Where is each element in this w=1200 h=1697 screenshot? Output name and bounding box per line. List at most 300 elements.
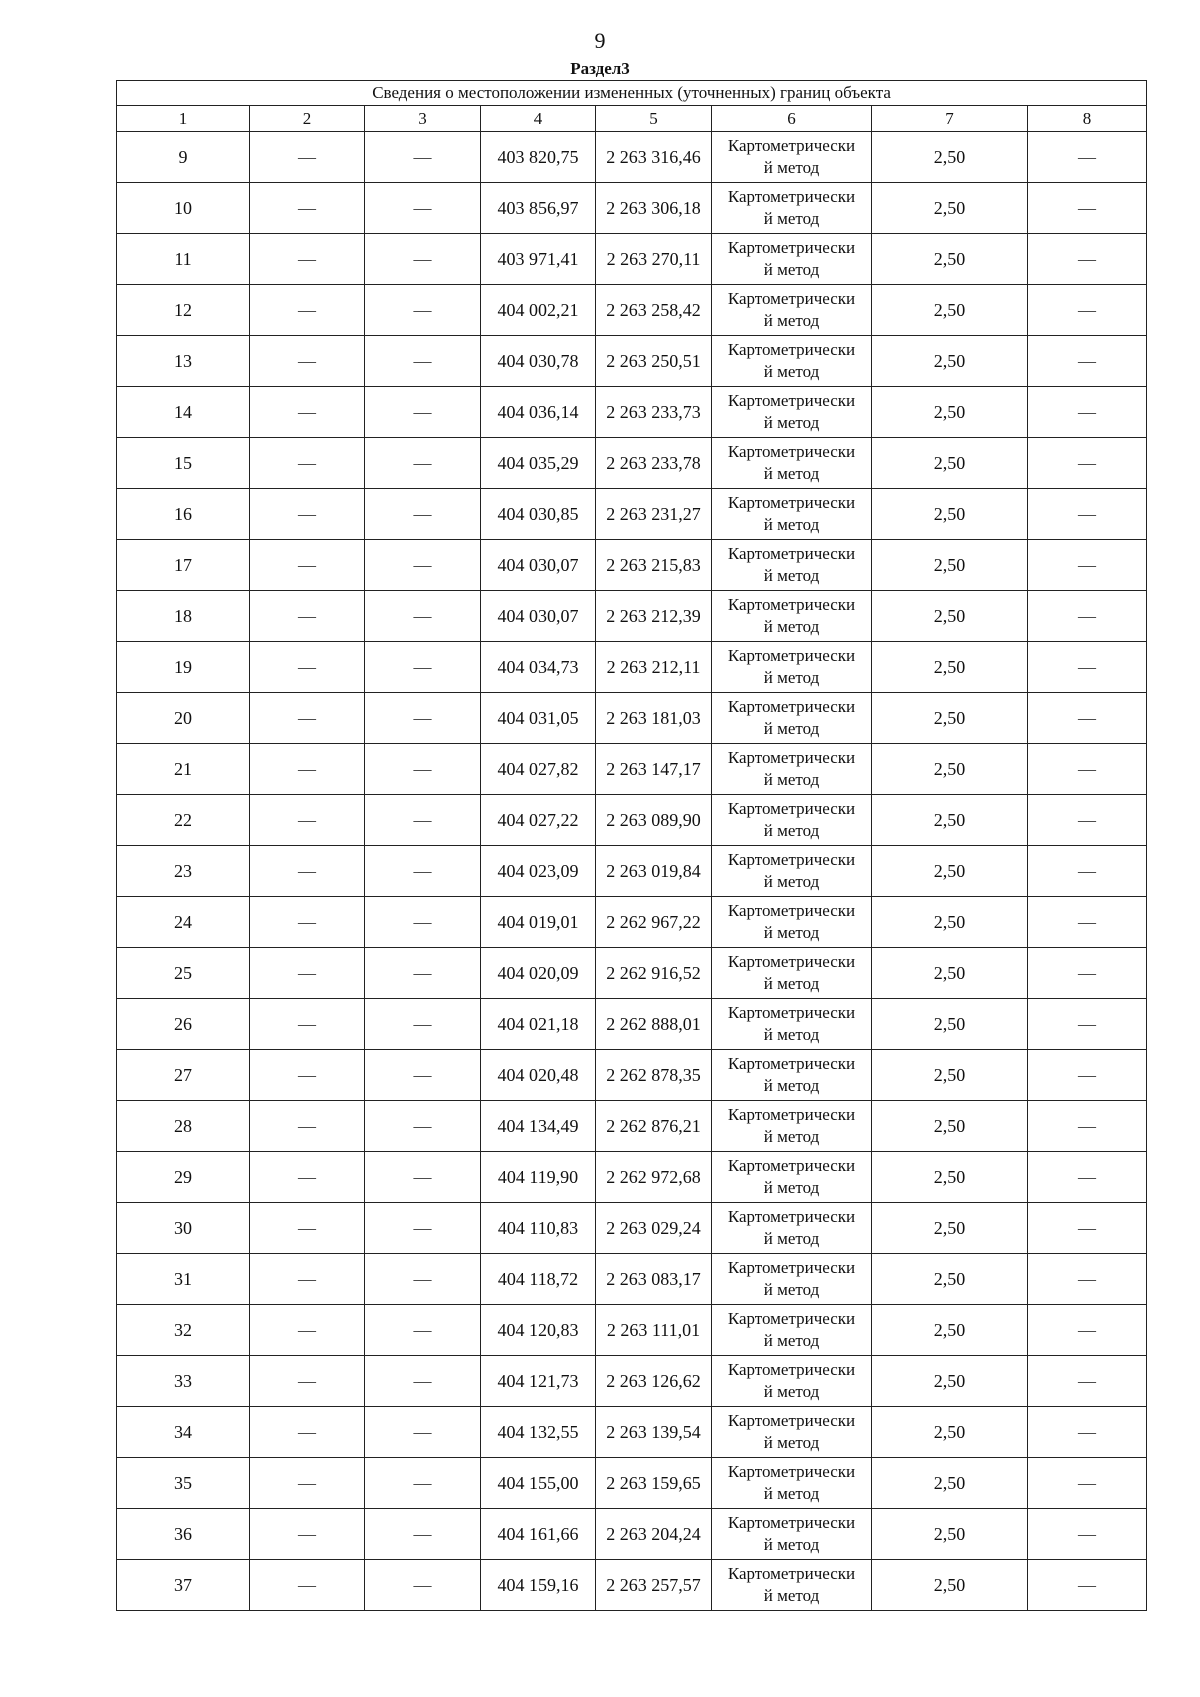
method-cell [712, 1305, 872, 1356]
empty-value-cell: — [1028, 642, 1147, 693]
empty-value-cell: — [1028, 540, 1147, 591]
x-coordinate-cell: 404 031,05 [481, 693, 596, 744]
empty-value-cell: — [365, 285, 481, 336]
method-cell [712, 642, 872, 693]
empty-value-cell: — [250, 846, 365, 897]
point-number-cell: 14 [117, 387, 250, 438]
empty-value-cell: — [250, 693, 365, 744]
table-row [117, 540, 1147, 591]
x-coordinate-cell: 404 030,85 [481, 489, 596, 540]
table-row [117, 948, 1147, 999]
method-line-1: Картометрически [727, 340, 856, 359]
method-cell [712, 1254, 872, 1305]
method-line-2: й метод [763, 1076, 820, 1095]
column-number: 3 [365, 106, 481, 132]
method-line-2: й метод [763, 566, 820, 585]
x-coordinate-cell: 403 971,41 [481, 234, 596, 285]
accuracy-cell: 2,50 [872, 1305, 1028, 1356]
method-line-2: й метод [763, 1331, 820, 1350]
y-coordinate-cell: 2 263 212,39 [596, 591, 712, 642]
method-cell [712, 693, 872, 744]
method-cell [712, 336, 872, 387]
accuracy-cell: 2,50 [872, 1356, 1028, 1407]
accuracy-cell: 2,50 [872, 1458, 1028, 1509]
method-line-1: Картометрически [727, 646, 856, 665]
accuracy-cell: 2,50 [872, 234, 1028, 285]
method-line-2: й метод [763, 1484, 820, 1503]
empty-value-cell: — [365, 1407, 481, 1458]
table-row [117, 1407, 1147, 1458]
empty-value-cell: — [250, 285, 365, 336]
empty-value-cell: — [250, 1407, 365, 1458]
point-number-cell: 19 [117, 642, 250, 693]
empty-value-cell: — [250, 1560, 365, 1611]
point-number-cell: 17 [117, 540, 250, 591]
x-coordinate-cell: 404 155,00 [481, 1458, 596, 1509]
table-row [117, 1152, 1147, 1203]
method-line-2: й метод [763, 872, 820, 891]
empty-value-cell: — [1028, 1101, 1147, 1152]
empty-value-cell: — [365, 744, 481, 795]
method-line-1: Картометрически [727, 493, 856, 512]
empty-value-cell: — [1028, 1203, 1147, 1254]
table-caption: Сведения о местоположении измененных (уточненных) границ объекта [117, 81, 1147, 106]
empty-value-cell: — [250, 183, 365, 234]
empty-value-cell: — [1028, 1509, 1147, 1560]
x-coordinate-cell: 404 034,73 [481, 642, 596, 693]
y-coordinate-cell: 2 263 270,11 [596, 234, 712, 285]
empty-value-cell: — [1028, 999, 1147, 1050]
method-line-1: Картометрически [727, 799, 856, 818]
table-row [117, 132, 1147, 183]
empty-value-cell: — [1028, 336, 1147, 387]
method-line-2: й метод [763, 260, 820, 279]
empty-value-cell: — [250, 1509, 365, 1560]
empty-value-cell: — [365, 897, 481, 948]
accuracy-cell: 2,50 [872, 387, 1028, 438]
method-line-2: й метод [763, 719, 820, 738]
y-coordinate-cell: 2 263 215,83 [596, 540, 712, 591]
accuracy-cell: 2,50 [872, 693, 1028, 744]
section-title: Раздел3 [570, 59, 630, 78]
empty-value-cell: — [250, 1101, 365, 1152]
table-row [117, 591, 1147, 642]
y-coordinate-cell: 2 263 204,24 [596, 1509, 712, 1560]
y-coordinate-cell: 2 263 233,78 [596, 438, 712, 489]
method-cell [712, 1509, 872, 1560]
column-number: 6 [712, 106, 872, 132]
empty-value-cell: — [365, 183, 481, 234]
page-number: 9 [594, 28, 606, 53]
accuracy-cell: 2,50 [872, 897, 1028, 948]
accuracy-cell: 2,50 [872, 1050, 1028, 1101]
empty-value-cell: — [1028, 234, 1147, 285]
y-coordinate-cell: 2 262 888,01 [596, 999, 712, 1050]
y-coordinate-cell: 2 263 089,90 [596, 795, 712, 846]
method-cell [712, 1407, 872, 1458]
y-coordinate-cell: 2 262 878,35 [596, 1050, 712, 1101]
table-row [117, 438, 1147, 489]
method-line-2: й метод [763, 413, 820, 432]
empty-value-cell: — [250, 336, 365, 387]
empty-value-cell: — [365, 1050, 481, 1101]
method-cell [712, 285, 872, 336]
accuracy-cell: 2,50 [872, 744, 1028, 795]
y-coordinate-cell: 2 263 029,24 [596, 1203, 712, 1254]
empty-value-cell: — [1028, 744, 1147, 795]
accuracy-cell: 2,50 [872, 1254, 1028, 1305]
accuracy-cell: 2,50 [872, 438, 1028, 489]
empty-value-cell: — [365, 1305, 481, 1356]
method-line-2: й метод [763, 1229, 820, 1248]
empty-value-cell: — [1028, 1254, 1147, 1305]
empty-value-cell: — [365, 693, 481, 744]
point-number-cell: 31 [117, 1254, 250, 1305]
x-coordinate-cell: 404 118,72 [481, 1254, 596, 1305]
method-line-2: й метод [763, 515, 820, 534]
point-number-cell: 28 [117, 1101, 250, 1152]
method-line-1: Картометрически [727, 1360, 856, 1379]
point-number-cell: 20 [117, 693, 250, 744]
point-number-cell: 33 [117, 1356, 250, 1407]
empty-value-cell: — [365, 1101, 481, 1152]
y-coordinate-cell: 2 263 306,18 [596, 183, 712, 234]
y-coordinate-cell: 2 263 019,84 [596, 846, 712, 897]
method-line-1: Картометрически [727, 1105, 856, 1124]
empty-value-cell: — [250, 438, 365, 489]
empty-value-cell: — [1028, 693, 1147, 744]
table-row [117, 285, 1147, 336]
empty-value-cell: — [1028, 1407, 1147, 1458]
empty-value-cell: — [1028, 489, 1147, 540]
column-number: 4 [481, 106, 596, 132]
x-coordinate-cell: 404 159,16 [481, 1560, 596, 1611]
method-line-2: й метод [763, 1127, 820, 1146]
x-coordinate-cell: 404 027,82 [481, 744, 596, 795]
x-coordinate-cell: 404 021,18 [481, 999, 596, 1050]
empty-value-cell: — [365, 132, 481, 183]
empty-value-cell: — [365, 1509, 481, 1560]
column-number: 7 [872, 106, 1028, 132]
x-coordinate-cell: 404 002,21 [481, 285, 596, 336]
method-line-2: й метод [763, 311, 820, 330]
y-coordinate-cell: 2 263 316,46 [596, 132, 712, 183]
method-line-2: й метод [763, 362, 820, 381]
point-number-cell: 11 [117, 234, 250, 285]
x-coordinate-cell: 404 121,73 [481, 1356, 596, 1407]
point-number-cell: 9 [117, 132, 250, 183]
y-coordinate-cell: 2 263 147,17 [596, 744, 712, 795]
y-coordinate-cell: 2 263 231,27 [596, 489, 712, 540]
method-line-2: й метод [763, 1586, 820, 1605]
point-number-cell: 36 [117, 1509, 250, 1560]
point-number-cell: 18 [117, 591, 250, 642]
empty-value-cell: — [250, 999, 365, 1050]
empty-value-cell: — [365, 387, 481, 438]
y-coordinate-cell: 2 262 972,68 [596, 1152, 712, 1203]
method-cell [712, 540, 872, 591]
method-cell [712, 489, 872, 540]
method-line-2: й метод [763, 1280, 820, 1299]
method-line-1: Картометрически [727, 442, 856, 461]
x-coordinate-cell: 404 110,83 [481, 1203, 596, 1254]
accuracy-cell: 2,50 [872, 285, 1028, 336]
x-coordinate-cell: 404 132,55 [481, 1407, 596, 1458]
method-line-1: Картометрически [727, 136, 856, 155]
empty-value-cell: — [365, 540, 481, 591]
accuracy-cell: 2,50 [872, 1152, 1028, 1203]
method-line-1: Картометрически [727, 1411, 856, 1430]
table-row [117, 1203, 1147, 1254]
table-row [117, 1458, 1147, 1509]
method-line-1: Картометрически [727, 595, 856, 614]
method-line-1: Картометрически [727, 187, 856, 206]
empty-value-cell: — [365, 489, 481, 540]
empty-value-cell: — [365, 795, 481, 846]
empty-value-cell: — [1028, 897, 1147, 948]
column-number: 8 [1028, 106, 1147, 132]
point-number-cell: 32 [117, 1305, 250, 1356]
method-line-1: Картометрически [727, 1309, 856, 1328]
empty-value-cell: — [250, 1050, 365, 1101]
accuracy-cell: 2,50 [872, 642, 1028, 693]
empty-value-cell: — [1028, 795, 1147, 846]
empty-value-cell: — [250, 387, 365, 438]
y-coordinate-cell: 2 263 212,11 [596, 642, 712, 693]
empty-value-cell: — [1028, 1050, 1147, 1101]
method-line-2: й метод [763, 974, 820, 993]
method-cell [712, 1560, 872, 1611]
x-coordinate-cell: 404 119,90 [481, 1152, 596, 1203]
empty-value-cell: — [365, 1458, 481, 1509]
empty-value-cell: — [250, 591, 365, 642]
accuracy-cell: 2,50 [872, 591, 1028, 642]
table-row [117, 693, 1147, 744]
table-row [117, 1050, 1147, 1101]
table-row [117, 336, 1147, 387]
x-coordinate-cell: 404 120,83 [481, 1305, 596, 1356]
method-line-2: й метод [763, 617, 820, 636]
table-row [117, 1305, 1147, 1356]
method-line-1: Картометрически [727, 1258, 856, 1277]
x-coordinate-cell: 404 036,14 [481, 387, 596, 438]
method-cell [712, 183, 872, 234]
empty-value-cell: — [1028, 846, 1147, 897]
method-cell [712, 387, 872, 438]
table-row [117, 744, 1147, 795]
empty-value-cell: — [1028, 948, 1147, 999]
point-number-cell: 26 [117, 999, 250, 1050]
point-number-cell: 12 [117, 285, 250, 336]
method-cell [712, 234, 872, 285]
method-cell [712, 795, 872, 846]
method-line-1: Картометрически [727, 1003, 856, 1022]
empty-value-cell: — [250, 489, 365, 540]
method-line-2: й метод [763, 923, 820, 942]
table-row [117, 795, 1147, 846]
point-number-cell: 30 [117, 1203, 250, 1254]
empty-value-cell: — [1028, 285, 1147, 336]
empty-value-cell: — [365, 948, 481, 999]
empty-value-cell: — [1028, 1560, 1147, 1611]
empty-value-cell: — [1028, 387, 1147, 438]
method-cell [712, 591, 872, 642]
method-line-2: й метод [763, 1382, 820, 1401]
x-coordinate-cell: 404 030,07 [481, 540, 596, 591]
accuracy-cell: 2,50 [872, 846, 1028, 897]
empty-value-cell: — [365, 1560, 481, 1611]
method-cell [712, 438, 872, 489]
empty-value-cell: — [365, 1254, 481, 1305]
empty-value-cell: — [1028, 1356, 1147, 1407]
method-line-1: Картометрически [727, 1156, 856, 1175]
x-coordinate-cell: 404 035,29 [481, 438, 596, 489]
method-line-2: й метод [763, 1025, 820, 1044]
point-number-cell: 25 [117, 948, 250, 999]
y-coordinate-cell: 2 262 967,22 [596, 897, 712, 948]
column-number: 1 [117, 106, 250, 132]
table-caption-row [117, 81, 1147, 106]
empty-value-cell: — [250, 234, 365, 285]
empty-value-cell: — [365, 234, 481, 285]
empty-value-cell: — [1028, 1305, 1147, 1356]
method-line-2: й метод [763, 770, 820, 789]
accuracy-cell: 2,50 [872, 336, 1028, 387]
point-number-cell: 16 [117, 489, 250, 540]
column-number: 2 [250, 106, 365, 132]
method-line-1: Картометрически [727, 391, 856, 410]
point-number-cell: 24 [117, 897, 250, 948]
x-coordinate-cell: 404 030,07 [481, 591, 596, 642]
method-line-2: й метод [763, 821, 820, 840]
method-cell [712, 1458, 872, 1509]
method-cell [712, 132, 872, 183]
empty-value-cell: — [250, 1203, 365, 1254]
table-row [117, 183, 1147, 234]
empty-value-cell: — [250, 1356, 365, 1407]
point-number-cell: 23 [117, 846, 250, 897]
table-row [117, 1509, 1147, 1560]
coordinates-table [116, 80, 1147, 1611]
table-row [117, 846, 1147, 897]
empty-value-cell: — [365, 1203, 481, 1254]
y-coordinate-cell: 2 263 258,42 [596, 285, 712, 336]
table-row [117, 642, 1147, 693]
point-number-cell: 13 [117, 336, 250, 387]
method-cell [712, 897, 872, 948]
column-number: 5 [596, 106, 712, 132]
point-number-cell: 22 [117, 795, 250, 846]
method-line-2: й метод [763, 668, 820, 687]
empty-value-cell: — [1028, 183, 1147, 234]
accuracy-cell: 2,50 [872, 1407, 1028, 1458]
table-row [117, 1101, 1147, 1152]
method-cell [712, 999, 872, 1050]
empty-value-cell: — [250, 744, 365, 795]
accuracy-cell: 2,50 [872, 1560, 1028, 1611]
table-body [117, 132, 1147, 1611]
y-coordinate-cell: 2 262 916,52 [596, 948, 712, 999]
accuracy-cell: 2,50 [872, 999, 1028, 1050]
empty-value-cell: — [250, 1254, 365, 1305]
method-line-2: й метод [763, 1433, 820, 1452]
x-coordinate-cell: 403 820,75 [481, 132, 596, 183]
method-line-1: Картометрически [727, 1513, 856, 1532]
method-line-1: Картометрически [727, 544, 856, 563]
method-cell [712, 948, 872, 999]
method-cell [712, 744, 872, 795]
table-row [117, 1254, 1147, 1305]
accuracy-cell: 2,50 [872, 795, 1028, 846]
empty-value-cell: — [1028, 1152, 1147, 1203]
accuracy-cell: 2,50 [872, 132, 1028, 183]
empty-value-cell: — [365, 438, 481, 489]
method-cell [712, 1203, 872, 1254]
method-line-1: Картометрически [727, 1462, 856, 1481]
point-number-cell: 27 [117, 1050, 250, 1101]
point-number-cell: 15 [117, 438, 250, 489]
empty-value-cell: — [250, 642, 365, 693]
method-line-2: й метод [763, 1535, 820, 1554]
x-coordinate-cell: 404 161,66 [481, 1509, 596, 1560]
accuracy-cell: 2,50 [872, 1101, 1028, 1152]
accuracy-cell: 2,50 [872, 1203, 1028, 1254]
point-number-cell: 37 [117, 1560, 250, 1611]
method-line-1: Картометрически [727, 952, 856, 971]
empty-value-cell: — [250, 1152, 365, 1203]
table-row [117, 897, 1147, 948]
empty-value-cell: — [1028, 1458, 1147, 1509]
method-line-2: й метод [763, 1178, 820, 1197]
table-row [117, 1356, 1147, 1407]
x-coordinate-cell: 404 030,78 [481, 336, 596, 387]
method-line-1: Картометрически [727, 238, 856, 257]
empty-value-cell: — [365, 1356, 481, 1407]
point-number-cell: 10 [117, 183, 250, 234]
method-line-1: Картометрически [727, 289, 856, 308]
empty-value-cell: — [1028, 132, 1147, 183]
method-cell [712, 1356, 872, 1407]
empty-value-cell: — [365, 1152, 481, 1203]
empty-value-cell: — [250, 1458, 365, 1509]
y-coordinate-cell: 2 263 159,65 [596, 1458, 712, 1509]
accuracy-cell: 2,50 [872, 183, 1028, 234]
y-coordinate-cell: 2 263 257,57 [596, 1560, 712, 1611]
method-line-1: Картометрически [727, 697, 856, 716]
method-line-2: й метод [763, 464, 820, 483]
accuracy-cell: 2,50 [872, 1509, 1028, 1560]
empty-value-cell: — [250, 540, 365, 591]
method-line-2: й метод [763, 158, 820, 177]
empty-value-cell: — [250, 897, 365, 948]
method-cell [712, 1152, 872, 1203]
accuracy-cell: 2,50 [872, 948, 1028, 999]
x-coordinate-cell: 404 020,09 [481, 948, 596, 999]
empty-value-cell: — [365, 846, 481, 897]
method-line-1: Картометрически [727, 1564, 856, 1583]
method-line-1: Картометрически [727, 901, 856, 920]
method-line-1: Картометрически [727, 748, 856, 767]
x-coordinate-cell: 404 134,49 [481, 1101, 596, 1152]
y-coordinate-cell: 2 263 083,17 [596, 1254, 712, 1305]
empty-value-cell: — [1028, 438, 1147, 489]
empty-value-cell: — [365, 999, 481, 1050]
point-number-cell: 29 [117, 1152, 250, 1203]
empty-value-cell: — [250, 132, 365, 183]
table-row [117, 489, 1147, 540]
empty-value-cell: — [365, 642, 481, 693]
y-coordinate-cell: 2 263 126,62 [596, 1356, 712, 1407]
